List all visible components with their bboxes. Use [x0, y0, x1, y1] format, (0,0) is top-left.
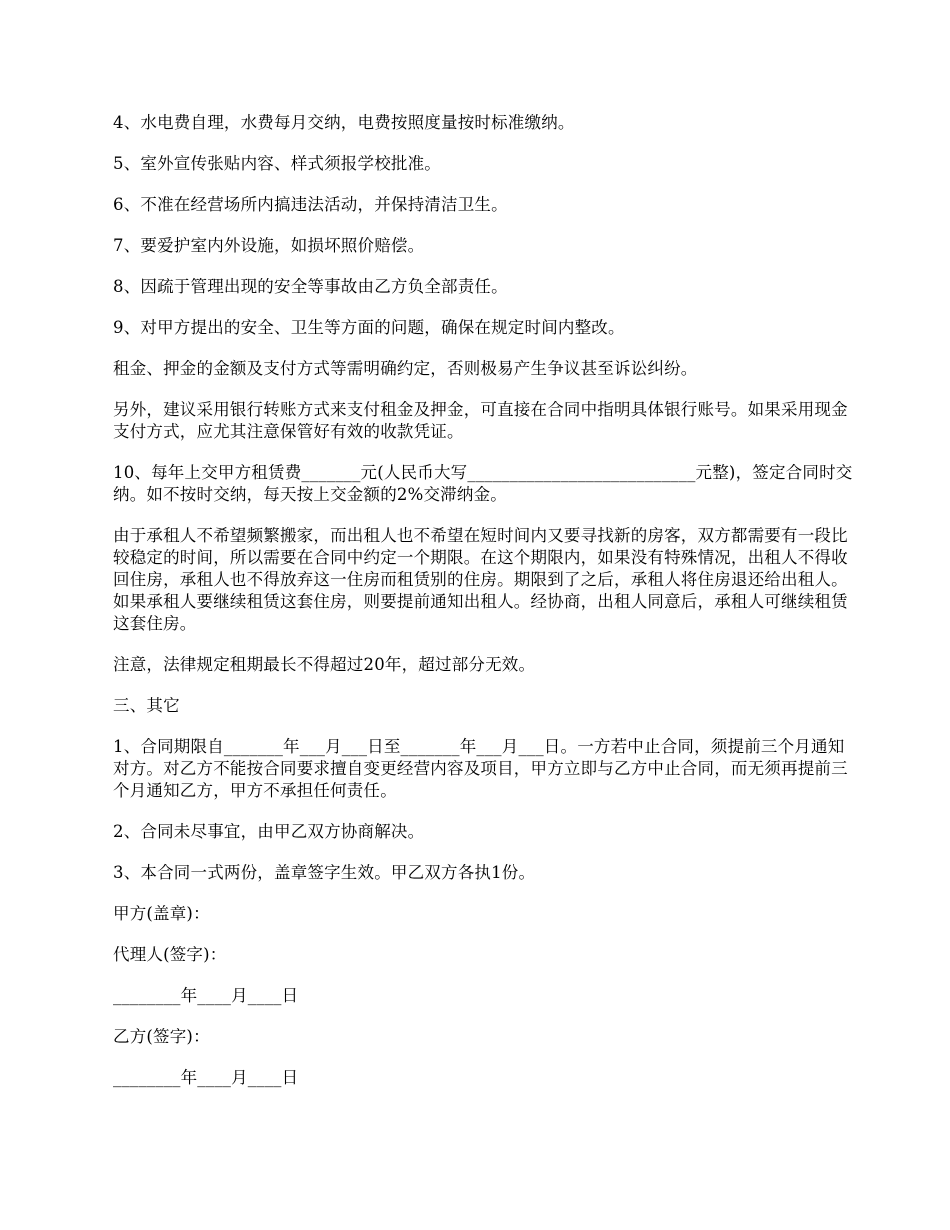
document-page [113, 112, 853, 1108]
note-legal-limit: 注意，法律规定租期最长不得超过20年，超过部分无效。 [113, 655, 536, 674]
clause-6: 6、不准在经营场所内搞违法活动，并保持清洁卫生。 [113, 195, 508, 214]
note-rent-deposit: 租金、押金的金额及支付方式等需明确约定，否则极易产生争议甚至诉讼纠纷。 [113, 359, 698, 378]
note-lease-term: 由于承租人不希望频繁搬家，而出租人也不希望在短时间内又要寻找新的房客，双方都需要有一段比较稳定的时间，所以需要在合同中约定一个期限。在这个期限内，如果没有特殊情况，出租人不得收回住房，承租人也不得放弃这一住房而租赁别的住房。期限到了之后，承租人将住房退还给出租人。如果承租人要继续租赁这套住房，则要提前通知出租人。经协商，出租人同意后，承租人可继续租赁这套住房。 [113, 526, 848, 633]
agent-signature: 代理人(签字)： [113, 945, 227, 964]
other-clause-3: 3、本合同一式两份，盖章签字生效。甲乙双方各执1份。 [113, 863, 536, 882]
party-a-seal: 甲方(盖章)： [113, 904, 210, 923]
clause-9: 9、对甲方提出的安全、卫生等方面的问题，确保在规定时间内整改。 [113, 318, 625, 337]
clause-5: 5、室外宣传张贴内容、样式须报学校批准。 [113, 154, 441, 173]
other-clause-2: 2、合同未尽事宜，由甲乙双方协商解决。 [113, 822, 425, 841]
party-b-date: ________年____月____日 [113, 1068, 299, 1087]
clause-8: 8、因疏于管理出现的安全等事故由乙方负全部责任。 [113, 277, 508, 296]
clause-7: 7、要爱护室内外设施，如损坏照价赔偿。 [113, 236, 425, 255]
party-b-signature: 乙方(签字)： [113, 1027, 210, 1046]
clause-4: 4、水电费自理，水费每月交纳，电费按照度量按时标准缴纳。 [113, 113, 575, 132]
note-payment-method: 另外，建议采用银行转账方式来支付租金及押金，可直接在合同中指明具体银行账号。如果采用现金支付方式，应尤其注意保管好有效的收款凭证。 [113, 400, 848, 441]
section-heading-other: 三、其它 [113, 696, 180, 715]
clause-10: 10、每年上交甲方租赁费_______元(人民币大写___________________________元整)，签定合同时交纳。如不按时交纳，每天按上交金额的2%交滞纳金。 [113, 463, 853, 504]
other-clause-1: 1、合同期限自_______年___月___日至_______年___月___日。一方若中止合同，须提前三个月通知对方。对乙方不能按合同要求擅自变更经营内容及项目，甲方立即与乙方中止合同，而无须再提前三个月通知乙方，甲方不承担任何责任。 [113, 737, 848, 800]
party-a-date: ________年____月____日 [113, 986, 299, 1005]
